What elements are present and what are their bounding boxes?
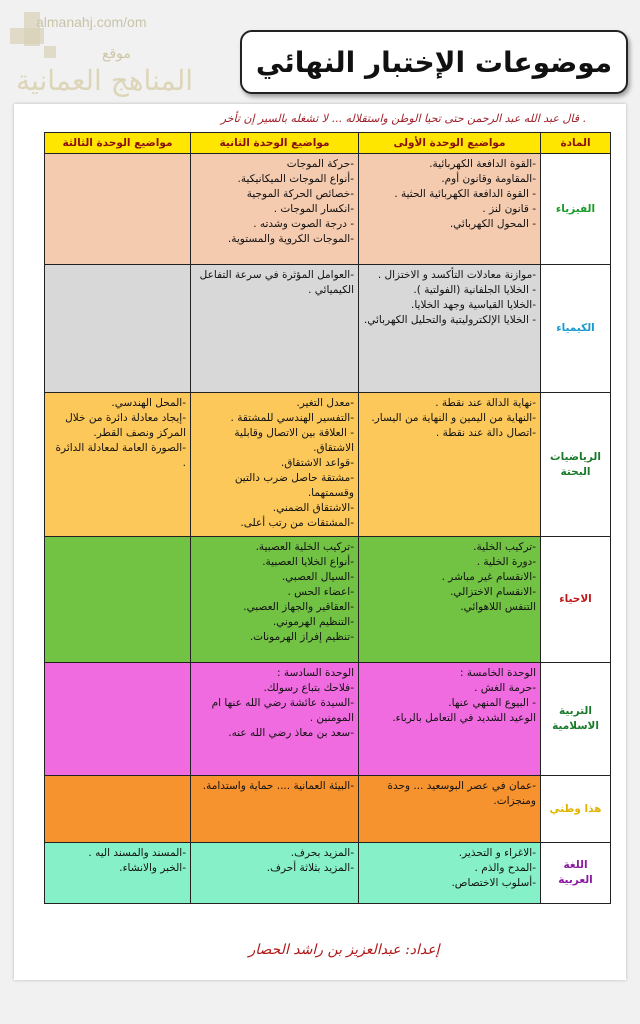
topic-item: -السيال العصبي. [281, 571, 354, 584]
topic-item: -حرمة الغش . [474, 681, 536, 694]
topic-item: - درجة الصوت وشدته . [253, 218, 354, 230]
topic-item: -المزيد بحرف. [290, 847, 354, 860]
topic-item: -موازنة معادلات التأكسد و الاختزال . [377, 269, 536, 282]
unit-1-cell [359, 662, 541, 776]
topic-item: -نهاية الدالة عند نقطة . [435, 397, 536, 410]
row-national [45, 776, 611, 843]
topic-item: الوحدة الخامسة : [460, 666, 536, 679]
unit-1-cell [359, 843, 541, 904]
topic-item: -خصائص الحركة الموجية [246, 188, 354, 200]
topic-item: -الخلايا القياسية وجهد الخلايا. [410, 299, 536, 312]
topic-item: -أنواع الموجات الميكانيكية. [237, 173, 354, 185]
row-chemistry [45, 265, 611, 393]
subject-cell: التربية الاسلامية [541, 662, 611, 776]
unit-3-cell [45, 265, 191, 393]
row-arabic [45, 843, 611, 904]
topic-item: -الانقسام الاختزالي. [450, 586, 536, 599]
watermark-big-text: المناهج العمانية [16, 64, 194, 97]
topic-item: -الموجات الكروية والمستوية. [227, 233, 354, 245]
unit-2-cell [191, 393, 359, 537]
topic-item: -انكسار الموجات . [273, 203, 354, 215]
topic-item: -المشتقات من رتب أعلى. [240, 517, 354, 530]
subject-cell: الكيمياء [541, 265, 611, 393]
topic-item: -الانقسام غير مباشر . [441, 571, 536, 584]
topic-item: الوحدة السادسة : [276, 666, 354, 679]
header-unit-3: مواضيع الوحدة الثالثة [45, 133, 191, 154]
watermark-url: almanahj.com/om [36, 14, 147, 30]
topic-item: -مشتقة حاصل ضرب دالتين وقسمتهما. [234, 472, 354, 500]
unit-1-cell [359, 776, 541, 843]
watermark-logo [6, 8, 206, 108]
topic-item: -حركة الموجات [286, 158, 354, 170]
handwritten-quote: قال عبد الله عبد الرحمن حتى تحيا الوطن واستقلاله ... لا تشغله بالسير إن تأخر . [220, 112, 586, 125]
topic-item: -الخبر والانشاء. [119, 862, 186, 875]
topic-item: -المحل الهندسي. [111, 397, 186, 410]
topic-item: -تنظيم إفراز الهرمونات. [249, 631, 354, 644]
header-subject: المادة [541, 133, 611, 154]
topic-item: التنفس اللاهوائي. [460, 601, 536, 614]
unit-3-cell [45, 843, 191, 904]
subject-cell: اللغة العربية [541, 843, 611, 904]
topic-item: - المحول الكهربائي. [449, 218, 536, 230]
topic-item: -أسلوب الاختصاص. [451, 877, 536, 890]
subject-cell: الرياضيات البحتة [541, 393, 611, 537]
topic-item: -المدح والذم . [474, 862, 536, 875]
unit-2-cell [191, 776, 359, 843]
unit-1-cell [359, 537, 541, 663]
watermark-small-text: موقع [102, 46, 131, 62]
topics-table [44, 132, 611, 904]
unit-2-cell [191, 265, 359, 393]
topic-item: -أنواع الخلايا العصبية. [262, 556, 354, 569]
unit-3-cell [45, 776, 191, 843]
topic-item: - الخلايا الجلفانية (الفولتية ). [413, 284, 536, 297]
unit-1-cell [359, 265, 541, 393]
topic-item: -فلاحك بتباع رسولك. [263, 681, 354, 694]
subject-cell: الاحياء [541, 537, 611, 663]
topic-item: -الاشتقاق الضمني. [272, 502, 354, 515]
topic-item: - الخلايا الإلكتروليتية والتحليل الكهربائي. [363, 314, 536, 327]
topic-item: -القوة الدافعة الكهربائية. [429, 158, 536, 170]
topic-item: -العوامل المؤثرة في سرعة التفاعل الكيميائي . [199, 269, 354, 297]
unit-2-cell [191, 843, 359, 904]
unit-3-cell [45, 393, 191, 537]
row-physics [45, 154, 611, 265]
unit-2-cell [191, 662, 359, 776]
subject-cell: الفيزياء [541, 154, 611, 265]
topics-sheet [14, 104, 626, 980]
row-islamic-education [45, 662, 611, 776]
topic-item: -الاغراء و التحذير. [458, 847, 536, 860]
topic-item: -معدل التغير. [296, 397, 354, 410]
topic-item: -سعد بن معاذ رضي الله عنه. [228, 726, 354, 739]
topic-item: -عمان في عصر البوسعيد ... وحدة ومنجزات. [387, 780, 536, 808]
topic-item: -قواعد الاشتقاق. [280, 457, 354, 470]
header-unit-1: مواضيع الوحدة الأولى [359, 133, 541, 154]
unit-1-cell [359, 393, 541, 537]
topic-item: - القوة الدافعة الكهربائية الحثية . [394, 188, 536, 200]
row-biology [45, 537, 611, 663]
topic-item: -التفسير الهندسي للمشتقة . [230, 412, 354, 425]
topic-item: -تركيب الخلية العصبية. [255, 541, 354, 554]
unit-1-cell [359, 154, 541, 265]
topic-item: -التنظيم الهرموني. [272, 616, 354, 629]
topic-item: -اتصال دالة عند نقطة . [435, 427, 536, 440]
header-unit-2: مواضيع الوحدة الثانية [191, 133, 359, 154]
topic-item: -الصورة العامة لمعادلة الدائرة . [55, 442, 186, 470]
header-row [45, 133, 611, 154]
topic-item: الوعيد الشديد في التعامل بالرباء. [392, 711, 536, 724]
page-title: موضوعات الإختبار النهائي [240, 30, 628, 94]
unit-3-cell [45, 154, 191, 265]
unit-2-cell [191, 154, 359, 265]
topic-item: - البيوع المنهي عنها. [448, 696, 536, 709]
topic-item: -المزيد بثلاثة أحرف. [266, 862, 354, 875]
subject-cell: هذا وطني [541, 776, 611, 843]
topic-item: -النهاية من اليمين و النهاية من اليسار. [371, 412, 536, 425]
row-mathematics [45, 393, 611, 537]
topic-item: - قانون لنز . [482, 203, 536, 215]
topic-item: -اعضاء الحس . [287, 586, 354, 599]
topic-item: -العقاقير والجهاز العصبي. [243, 601, 354, 614]
topic-item: -البيئة العمانية .... حماية واستدامة. [202, 780, 354, 793]
topic-item: -تركيب الخلية. [473, 541, 536, 554]
topic-item: -دورة الخلية . [476, 556, 536, 569]
topic-item: -إيجاد معادلة دائرة من خلال المركز ونصف القطر. [65, 412, 186, 440]
unit-3-cell [45, 537, 191, 663]
topic-item: - العلاقة بين الاتصال وقابلية الاشتقاق. [234, 427, 354, 455]
topic-item: -المقاومة وقانون أوم. [441, 173, 536, 185]
unit-2-cell [191, 537, 359, 663]
topic-item: -السيدة عائشة رضي الله عنها ام المومنين . [211, 696, 354, 724]
topic-item: -المسند والمسند اليه . [88, 847, 186, 860]
author-signature: إعداد: عبدالعزيز بن راشد الحصار [248, 942, 440, 958]
unit-3-cell [45, 662, 191, 776]
